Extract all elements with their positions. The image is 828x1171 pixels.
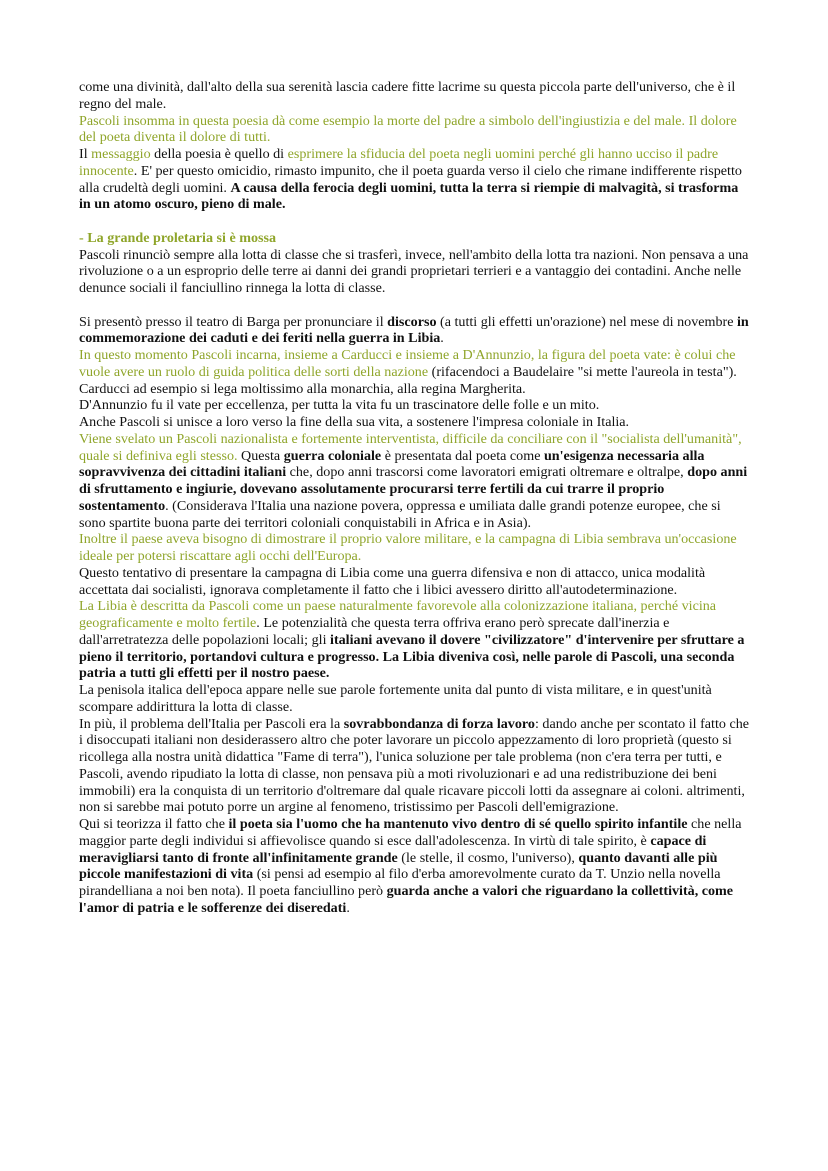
paragraph (79, 414, 750, 431)
body-text: Questo tentativo di presentare la campagna di Libia come una guerra difensiva e non di attacco, unica modalità accettata dai socialisti, ignorava completamente il fatto che i libici avessero diritto all'autodeterminazione. (79, 564, 706, 598)
body-text: Anche Pascoli si unisce a loro verso la fine della sua vita, a sostenere l'impresa coloniale in Italia. (79, 414, 630, 430)
body-text: che, dopo anni trascorsi come lavoratori emigrati oltremare e oltralpe, (286, 464, 688, 481)
highlighted-text: Viene svelato un Pascoli nazionalista e fortemente interventista, difficile da conciliare con il "socialista dell'umanità", quale si definiva egli stesso. (79, 430, 742, 464)
body-text: In più, il problema dell'Italia per Pascoli era la (79, 715, 344, 732)
body-text: (a tutti gli effetti un'orazione) nel mese di novembre (436, 313, 737, 330)
body-text: Il (79, 146, 92, 162)
bold-text: capace di meravigliarsi tanto di fronte all'infinitamente grande (79, 832, 707, 866)
bold-text: il poeta sia l'uomo che ha mantenuto vivo dentro di sé quello spirito infantile (228, 816, 688, 832)
paragraph (79, 314, 750, 348)
blank-line (79, 213, 750, 230)
section-heading (79, 230, 750, 247)
body-text: Qui si teorizza il fatto che (79, 816, 229, 832)
bold-text: dopo anni di sfruttamento e ingiurie, dovevano assolutamente procurarsi terre fertili da cui trarre il proprio sostentamento (79, 464, 748, 514)
bold-text: A causa della ferocia degli uomini, tutta la terra si riempie di malvagità, si trasforma in un atomo oscuro, pieno di male. (79, 179, 739, 213)
body-text: come una divinità, dall'alto della sua serenità lascia cadere fitte lacrime su questa piccola parte dell'universo, che è il regno del male. (79, 79, 736, 112)
paragraph (79, 381, 750, 398)
body-text: Carducci ad esempio si lega moltissimo alla monarchia, alla regina Margherita. (79, 380, 526, 397)
paragraph (79, 347, 750, 381)
heading-text: - La grande proletaria si è mossa (79, 229, 277, 246)
body-text: : dando anche per scontato il fatto che i disoccupati italiani non desiderassero altro che poter lavorare un piccolo appezzamento di loro proprietà (questo si ricollega alla nostra unità didattica "Fame di terra"), l'unica soluzione per tale problema (non c'era terra per tutti, e Pascoli, avendo ripudiato la lotta di classe, non pensava più a moti rivoluzionari e ad una redistribuzione dei beni immobili) era la conquista di un territorio d'oltremare dal quale ricavare piccoli lotti da assegnare ai coloni. altrimenti, non si sarebbe mai potuto porre un argine al fenomeno, tristissimo per Pascoli dell'emigrazione. (79, 715, 750, 816)
paragraph (79, 565, 750, 599)
blank-line (79, 297, 750, 314)
highlighted-text: In questo momento Pascoli incarna, insieme a Carducci e insieme a D'Annunzio, la figura del poeta vate: è colui che vuole avere un ruolo di guida politica delle sorti della nazione (79, 347, 736, 380)
body-text: . E' per questo omicidio, rimasto impunito, che il poeta guarda verso il cielo che rimane indifferente rispetto alla crudeltà degli uomini. (79, 162, 742, 196)
body-text: della poesia è quello di (150, 146, 288, 162)
bold-text: discorso (387, 313, 437, 330)
bold-text: guarda anche a valori che riguardano la collettività, come l'amor di patria e le sofferenze dei diseredati (79, 883, 734, 916)
paragraph (79, 113, 750, 147)
body-text: (rifacendoci a Baudelaire "si mette l'aureola in testa"). (428, 363, 737, 380)
body-text: Questa (237, 447, 284, 464)
body-text: . (Considerava l'Italia una nazione povera, oppressa e umiliata dalle grandi potenze europee, che si sono spartite buona parte dei territori coloniali conquistabili in Africa e in Asia). (79, 497, 721, 531)
bold-text: guerra coloniale (283, 447, 382, 464)
paragraph (79, 79, 750, 113)
paragraph (79, 146, 750, 213)
paragraph (79, 816, 750, 917)
highlighted-text: messaggio (91, 146, 151, 162)
paragraph (79, 682, 750, 716)
bold-text: un'esigenza necessaria alla sopravvivenza dei cittadini italiani (79, 447, 705, 481)
body-text: è presentata dal poeta come (381, 447, 544, 464)
body-text: D'Annunzio fu il vate per eccellenza, per tutta la vita fu un trascinatore delle folle e un mito. (79, 397, 600, 414)
paragraph (79, 397, 750, 414)
body-text: che nella maggior parte degli individui si affievolisce quando si esce dall'adolescenza. In virtù di tale spirito, è (79, 816, 742, 849)
paragraph (79, 598, 750, 682)
paragraph (79, 716, 750, 817)
body-text: . (346, 899, 350, 916)
highlighted-text: La Libia è descritta da Pascoli come un paese naturalmente favorevole alla colonizzazione italiana, perché vicina geograficamente e molto fertile (79, 598, 717, 631)
body-text: (si pensi ad esempio al filo d'erba amorevolmente curato da T. Unzio nella novella pirandelliana a noi ben nota). Il poeta fanciullino però (79, 866, 721, 899)
bold-text: sovrabbondanza di forza lavoro (343, 715, 535, 732)
paragraph (79, 247, 750, 297)
bold-text: quanto davanti alle più piccole manifestazioni di vita (79, 849, 718, 883)
paragraph (79, 431, 750, 532)
highlighted-text: Inoltre il paese aveva bisogno di dimostrare il proprio valore militare, e la campagna di Libia sembrava un'occasione ideale per potersi riscattare agli occhi dell'Europa. (79, 531, 737, 564)
paragraph (79, 531, 750, 565)
body-text: . Le potenzialità che questa terra offriva erano però sprecate dall'inerzia e dall'arretratezza delle popolazioni locali; gli (79, 615, 670, 648)
bold-text: in commemorazione dei caduti e dei feriti nella guerra in Libia (79, 313, 749, 347)
highlighted-text: Pascoli insomma in questa poesia dà come esempio la morte del padre a simbolo dell'ingiustizia e del male. Il dolore del poeta diventa il dolore di tutti. (79, 112, 737, 146)
body-text: (le stelle, il cosmo, l'universo), (397, 849, 579, 866)
highlighted-text: esprimere la sfiducia del poeta negli uomini perché gli hanno ucciso il padre innocente (79, 146, 719, 179)
bold-text: italiani avevano il dovere "civilizzatore" d'intervenire per sfruttare a pieno il territorio, portandovi cultura e progresso. La Libia diveniva così, nelle parole di Pascoli, una seconda patria a tutti gli effetti per il nostro paese. (79, 631, 745, 682)
body-text: Pascoli rinunciò sempre alla lotta di classe che si trasferì, invece, nell'ambito della lotta tra nazioni. Non pensava a una rivoluzione o a un esproprio delle terre ai danni dei grandi proprietari terrieri e a vantaggio dei contadini. Anche nelle denunce sociali il fanciullino rinnega la lotta di classe. (79, 246, 749, 296)
body-text: Si presentò presso il teatro di Barga per pronunciare il (79, 313, 388, 330)
body-text: La penisola italica dell'epoca appare nelle sue parole fortemente unita dal punto di vista militare, e in quest'unità scompare addirittura la lotta di classe. (79, 682, 712, 715)
body-text: . (440, 330, 444, 347)
